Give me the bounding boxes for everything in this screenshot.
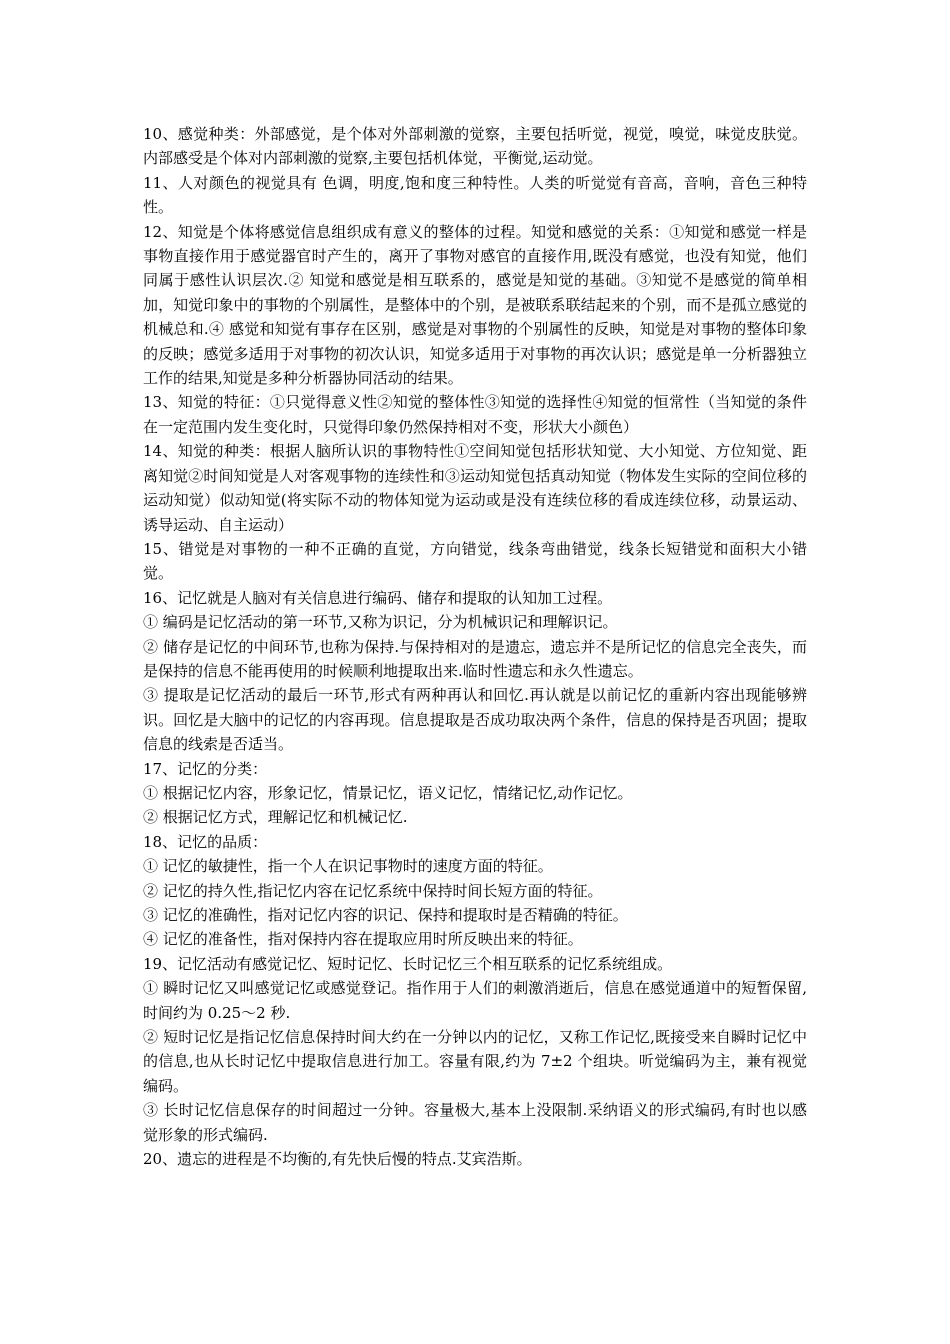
document-body (143, 122, 807, 1171)
paragraph-17-memory-classification: 17、记忆的分类： (143, 759, 268, 778)
list-item-agility: ① 记忆的敏捷性，指一个人在识记事物时的速度方面的特征。 (143, 857, 553, 876)
list-item-retrieval: ③ 提取是记忆活动的最后一环节,形式有两种再认和回忆.再认就是以前记忆的重新内容出现能够辨识。回忆是大脑中的记忆的内容再现。信息提取是否成功取决两个条件，信息的保持是否巩固；提取信息的线索是否适当。 (143, 686, 807, 754)
paragraph-15-illusion: 15、错觉是对事物的一种不正确的直觉，方向错觉，线条弯曲错觉，线条长短错觉和面积大小错觉。 (143, 539, 807, 583)
list-item-by-content: ① 根据记忆内容，形象记忆，情景记忆，语义记忆，情绪记忆,动作记忆。 (143, 783, 633, 802)
list-item-short-term-memory: ② 短时记忆是指记忆信息保持时间大约在一分钟以内的记忆，又称工作记忆,既接受来自瞬时记忆中的信息,也从长时记忆中提取信息进行加工。容量有限,约为 7±2 个组块。听觉编码为主，兼有视觉编码。 (143, 1028, 807, 1095)
paragraph-13-perception-features: 13、知觉的特征：①只觉得意义性②知觉的整体性③知觉的选择性④知觉的恒常性（当知觉的条件在一定范围内发生变化时，只觉得印象仍然保持相对不变，形状大小颜色） (143, 393, 807, 436)
list-item-readiness: ④ 记忆的准备性，指对保持内容在提取应用时所反映出来的特征。 (143, 930, 583, 949)
paragraph-16-memory: 16、记忆就是人脑对有关信息进行编码、储存和提取的认知加工过程。 (143, 588, 613, 607)
paragraph-10-sensation-types: 10、感觉种类：外部感觉，是个体对外部刺激的觉察，主要包括听觉，视觉，嗅觉，味觉皮肤觉。 内部感受是个体对内部刺激的觉察,主要包括机体觉，平衡觉,运动觉。 (143, 125, 807, 168)
list-item-encoding: ① 编码是记忆活动的第一环节,又称为识记，分为机械识记和理解识记。 (143, 613, 618, 632)
list-item-long-term-memory: ③ 长时记忆信息保存的时间超过一分钟。容量极大,基本上没限制.采纳语义的形式编码,有时也以感觉形象的形式编码. (143, 1101, 807, 1144)
paragraph-18-memory-qualities: 18、记忆的品质： (143, 832, 268, 851)
list-item-sensory-memory: ① 瞬时记忆又叫感觉记忆或感觉登记。指作用于人们的刺激消逝后，信息在感觉通道中的短暂保留,时间约为 0.25～2 秒. (143, 979, 807, 1022)
paragraph-20-forgetting: 20、遗忘的进程是不均衡的,有先快后慢的特点.艾宾浩斯。 (143, 1150, 532, 1169)
list-item-durability: ② 记忆的持久性,指记忆内容在记忆系统中保持时间长短方面的特征。 (143, 881, 603, 900)
paragraph-11-color-vision: 11、人对颜色的视觉具有 色调，明度,饱和度三种特性。人类的听觉觉有音高，音响，音色三种特性。 (143, 173, 807, 217)
list-item-by-method: ② 根据记忆方式，理解记忆和机械记忆. (143, 808, 408, 827)
list-item-storage: ② 储存是记忆的中间环节,也称为保持.与保持相对的是遗忘，遗忘并不是所记忆的信息完全丧失，而是保持的信息不能再使用的时候顺利地提取出来.临时性遗忘和永久性遗忘。 (143, 637, 807, 680)
paragraph-12-perception: 12、知觉是个体将感觉信息组织成有意义的整体的过程。知觉和感觉的关系：①知觉和感觉一样是事物直接作用于感觉器官时产生的，离开了事物对感官的直接作用,既没有感觉，也没有知觉，他们同属于感性认识层次.② 知觉和感觉是相互联系的，感觉是知觉的基础。③知觉不是感觉的简单相加，知觉印象中的事物的个别属性，是整体中的个别，是被联系联结起来的个别，而不是孤立感觉的机械总和.④ 感觉和知觉有事存在区别，感觉是对事物的个别属性的反映，知觉是对事物的整体印象的反映；感觉多适用于对事物的初次认识，知觉多适用于对事物的再次认识；感觉是单一分析器独立工作的结果,知觉是多种分析器协同活动的结果。 (143, 222, 807, 388)
list-item-accuracy: ③ 记忆的准确性，指对记忆内容的识记、保持和提取时是否精确的特征。 (143, 906, 628, 924)
paragraph-14-perception-types: 14、知觉的种类：根据人脑所认识的事物特性①空间知觉包括形状知觉、大小知觉、方位知觉、距离知觉②时间知觉是人对客观事物的连续性和③运动知觉包括真动知觉（物体发生实际的空间位移的运动知觉）似动知觉(将实际不动的物体知觉为运动或是没有连续位移的看成连续位移，动景运动、诱导运动、自主运动） (143, 442, 807, 534)
paragraph-19-memory-systems: 19、记忆活动有感觉记忆、短时记忆、长时记忆三个相互联系的记忆系统组成。 (143, 954, 673, 973)
